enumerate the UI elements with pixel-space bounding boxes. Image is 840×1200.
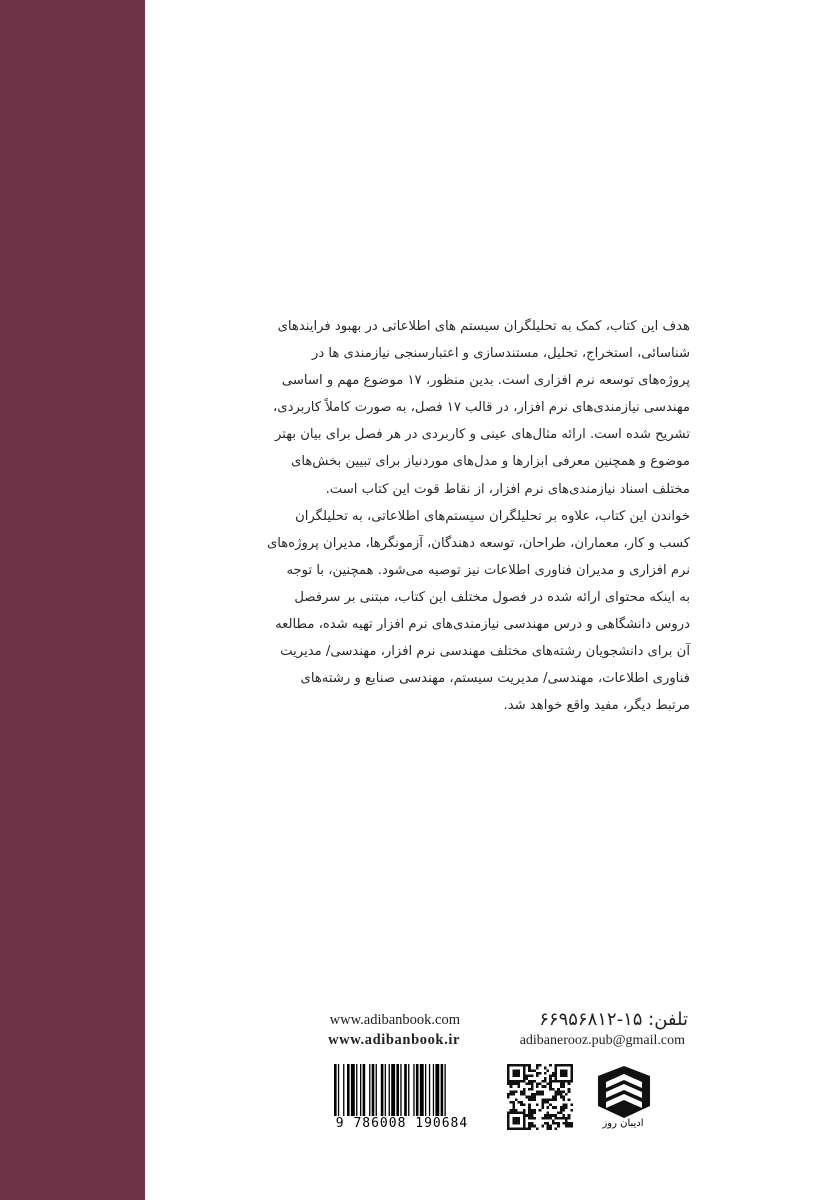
website-primary: www.adibanbook.com <box>329 1012 460 1028</box>
email-address: adibanerooz.pub@gmail.com <box>519 1033 685 1048</box>
description-line: خواندن این کتاب، علاوه بر تحلیلگران سیستم‌های اطلاعاتی، به تحلیلگران <box>295 508 690 524</box>
description-line: نرم افزاری و مدیران فناوری اطلاعات نیز توصیه می‌شود. همچنین، با توجه <box>286 562 690 578</box>
description-line: مرتبط دیگر، مفید واقع خواهد شد. <box>503 698 690 714</box>
description-line: به اینکه محتوای ارائه شده در فصول مختلف این کتاب، مبتنی بر سرفصل <box>294 589 690 605</box>
book-description <box>240 313 690 719</box>
isbn-number: 9 786008 190684 <box>322 1116 482 1131</box>
qr-code-icon <box>507 1064 573 1130</box>
publisher-name: ادیبان روز <box>602 1118 644 1129</box>
description-line: دروس دانشگاهی و درس مهندسی نیازمندی‌های نرم افزار تهیه شده، مطالعه <box>275 617 690 633</box>
description-line: مختلف اسناد نیازمندی‌های نرم افزار، از نقاط قوت این کتاب است. <box>325 481 690 497</box>
barcode-icon <box>334 1064 480 1120</box>
description-line: آن برای دانشجویان رشته‌های مختلف مهندسی نرم افزار، مهندسی/ مدیریت <box>280 644 690 660</box>
description-line: موضوع و همچنین معرفی ابزارها و مدل‌های موردنیاز برای تبیین بخش‌های <box>291 454 690 470</box>
book-spine <box>0 0 145 1200</box>
description-line: مهندسی نیازمندی‌های نرم افزار، در قالب ۱۷ فصل، به صورت کاملاً کاربردی، <box>273 400 690 416</box>
website-secondary: www.adibanbook.ir <box>328 1032 460 1048</box>
description-line: پروژه‌های توسعه نرم افزاری است. بدین منظور، ۱۷ موضوع مهم و اساسی <box>281 373 690 389</box>
isbn-barcode <box>322 1060 482 1132</box>
phone-number: تلفن: ۱۵-۶۶۹۵۶۸۱۲ <box>539 1009 688 1030</box>
description-line: هدف این کتاب، کمک به تحلیلگران سیستم های اطلاعاتی در بهبود فرایندهای <box>277 319 690 334</box>
description-line: فناوری اطلاعات، مهندسی/ مدیریت سیستم، مهندسی صنایع و رشته‌های <box>300 671 690 687</box>
description-line: شناسائی، استخراج، تحلیل، مستندسازی و اعتبارسنجی نیازمندی ها در <box>311 346 690 362</box>
description-line: کسب و کار، معماران، طراحان، توسعه دهندگان، آزمونگرها، مدیران پروژه‌های <box>266 535 690 551</box>
description-line: تشریح شده است. ارائه مثال‌های عینی و کاربردی در هر فصل برای بیان بهتر <box>275 427 690 443</box>
